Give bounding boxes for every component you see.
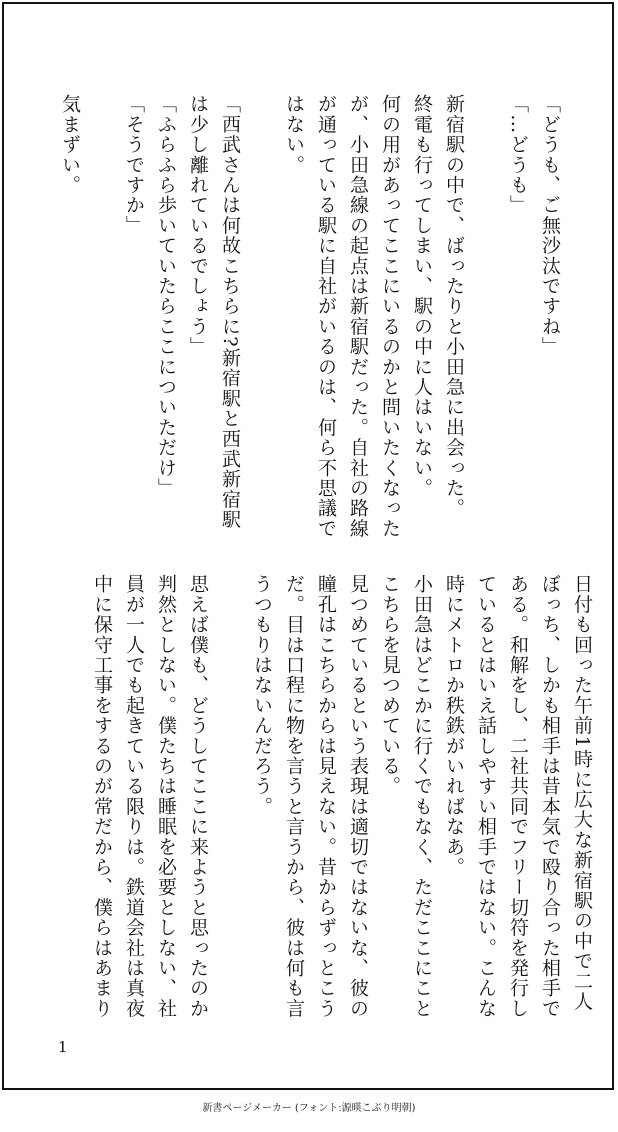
text-line: 瞳孔はこちらからは見えない。昔からずっとこう	[315, 574, 337, 1019]
text-line: 気まずい。	[59, 94, 81, 195]
text-line: 「ふらふら歩いていたらここについただけ」	[155, 94, 177, 498]
text-line	[246, 94, 278, 524]
text-line: 時にメトロか秩鉄がいればなあ。	[443, 574, 465, 877]
text-line: 日付も回った午前1時に広大な新宿駅の中で二人	[571, 574, 593, 1012]
text-line: ぼっち、しかも相手は昔本気で殴り合った相手で	[539, 574, 561, 1019]
text-line: 新宿駅の中で、ばったりと小田急に出会った。	[443, 94, 465, 519]
text-line: はない。	[283, 94, 305, 175]
text-line: 小田急はどこかに行くでもなく、ただここにこと	[411, 574, 433, 1019]
text-line: 「西武さんは何故こちらに?新宿駅と西武新宿駅	[219, 94, 241, 530]
text-line: 判然としない。僕たちは睡眠を必要としない、社	[155, 574, 177, 1019]
text-line: 「…どうも」	[507, 94, 529, 216]
text-line: うつもりはないんだろう。	[251, 574, 273, 817]
text-line: 見つめているという表現は適切ではないな、彼の	[347, 574, 369, 1019]
text-line	[86, 94, 118, 524]
text-line: ある。和解をし、二社共同でフリー切符を発行し	[507, 574, 529, 1019]
text-line: が通っている駅に自社がいるのは、何ら不思議で	[315, 94, 337, 539]
text-line: が、小田急線の起点は新宿駅だった。自社の路線	[347, 94, 369, 539]
text-line: こちらを見つめている。	[379, 574, 401, 797]
text-line: 「どうも、ご無沙汰ですね」	[539, 94, 561, 357]
text-block-lower	[86, 574, 598, 1019]
footer-credit: 新書ページメーカー (フォント:源暎こぶり明朝)	[202, 1103, 416, 1114]
text-line: 「そうですか」	[123, 94, 145, 236]
text-line: は少し離れているでしょう」	[187, 94, 209, 357]
text-line: 中に保守工事をするのが常だから、僕らはあまり	[91, 574, 113, 1019]
text-line	[214, 574, 246, 1014]
text-line: 何の用があってここにいるのかと問いたくなった	[379, 94, 401, 539]
text-line: だ。目は口程に物を言うと言うから、彼は何も言	[283, 574, 305, 1019]
text-line: 終電も行ってしまい、駅の中に人はいない。	[411, 94, 433, 498]
text-line: ているとはいえ話しやすい相手ではない。こんな	[475, 574, 497, 1019]
page-number: 1	[58, 1038, 68, 1056]
text-line: 思えば僕も、どうしてここに来ようと思ったのか	[187, 574, 209, 1019]
page-frame	[2, 2, 614, 1090]
text-line: 員が一人でも起きている限りは。鉄道会社は真夜	[123, 574, 145, 1019]
text-block-upper	[54, 94, 566, 539]
text-line	[470, 94, 502, 524]
